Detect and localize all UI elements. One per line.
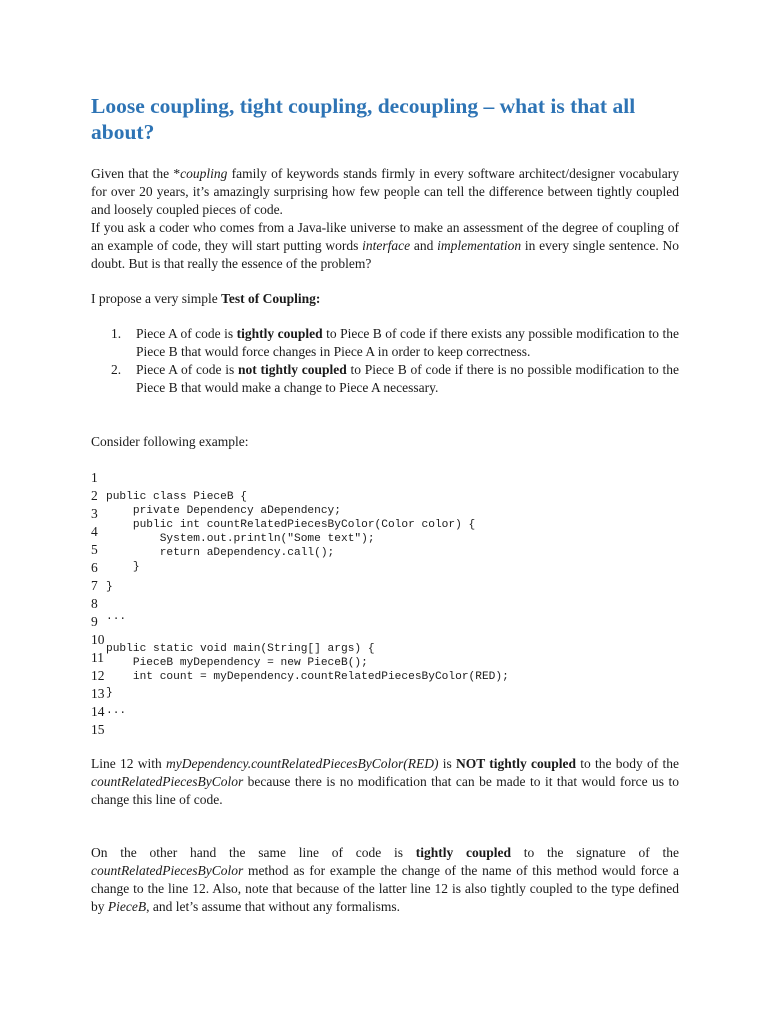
propose-text: I propose a very simple — [91, 291, 222, 306]
para4-text-2: to the signature of the — [511, 845, 679, 860]
page-title: Loose coupling, tight coupling, decoupling – what is that all about? — [91, 94, 636, 144]
line-number: 5 — [91, 542, 98, 557]
test-of-coupling-label: Test of Coupling: — [221, 291, 321, 306]
method-name-term: countRelatedPiecesByColor — [91, 774, 244, 789]
interface-term: interface — [362, 238, 411, 253]
code-line: ... — [106, 705, 127, 717]
intro-text: Given that the * — [91, 166, 181, 181]
code-line: int count = myDependency.countRelatedPiecesByColor(RED); — [106, 671, 509, 683]
intro2-text: If you ask a coder who comes from a Java-like universe to make an assessment of the degree of coupling of an example of code, they will start putting words — [91, 220, 679, 253]
type-name-term: PieceB — [107, 899, 147, 914]
intro-paragraph-1 — [91, 165, 679, 219]
and-text: and — [410, 238, 438, 253]
code-line: ... — [106, 611, 127, 623]
line-number: 10 — [91, 632, 105, 647]
code-line: } — [106, 581, 113, 593]
list-number: 2. — [111, 362, 122, 377]
line-number: 2 — [91, 488, 98, 503]
list-bold-term: tightly coupled — [236, 326, 323, 341]
code-line: PieceB myDependency = new PieceB(); — [106, 657, 368, 669]
para3-text-3: because there is no modification that can be made to it that would force us to change this line of code. — [91, 774, 679, 807]
para4-text-4: , and let’s assume that without any formalisms. — [146, 899, 400, 914]
method-call-term: myDependency.countRelatedPiecesByColor(RED) — [165, 756, 439, 771]
list-number: 1. — [111, 326, 122, 341]
not-tightly-coupled-label: NOT tightly coupled — [456, 756, 577, 771]
para3-is: is — [438, 756, 456, 771]
method-name-term: countRelatedPiecesByColor — [91, 863, 244, 878]
code-line: private Dependency aDependency; — [106, 505, 341, 517]
para3-text-2: to the body of the — [576, 756, 679, 771]
line-number: 1 — [91, 470, 98, 485]
para3-text: Line 12 with — [91, 756, 166, 771]
list-text-continued: to Piece B of code if there exists any possible modification to the Piece B that would force changes in Piece A in order to keep correctness. — [136, 326, 680, 359]
code-example — [91, 470, 651, 736]
code-line: public int countRelatedPiecesByColor(Color color) { — [106, 519, 476, 531]
tightly-coupled-label: tightly coupled — [415, 845, 511, 860]
code-line: } — [106, 561, 140, 573]
code-line: return aDependency.call(); — [106, 547, 335, 559]
coupling-definitions-list — [111, 325, 679, 397]
code-line: public static void main(String[] args) { — [106, 643, 375, 655]
list-text: Piece A of code is — [136, 362, 238, 377]
code-line: System.out.println("Some text"); — [106, 533, 375, 545]
list-text: Piece A of code is — [136, 326, 237, 341]
line-number: 4 — [91, 524, 98, 539]
propose-paragraph — [91, 290, 679, 308]
line-number: 7 — [91, 578, 98, 593]
intro-paragraph-2 — [91, 219, 679, 273]
line-number: 13 — [91, 686, 105, 701]
line-number: 9 — [91, 614, 98, 629]
line-number: 8 — [91, 596, 98, 611]
list-item — [111, 361, 679, 397]
code-line: public class PieceB { — [106, 491, 247, 503]
line-number: 3 — [91, 506, 98, 521]
line-number: 6 — [91, 560, 98, 575]
line-number: 14 — [91, 704, 105, 719]
line-number: 12 — [91, 668, 105, 683]
list-bold-term: not tightly coupled — [238, 362, 347, 377]
list-item — [111, 325, 679, 361]
coupling-term: coupling — [180, 166, 228, 181]
para4-text-3: method as for example the change of the name of this method would force a change to the line 12. Also, note that because of the latter line 12 is also tightly coupled to the type defined by — [91, 863, 679, 914]
other-hand-paragraph — [91, 844, 679, 916]
line-12-paragraph — [91, 755, 679, 809]
implementation-term: implementation — [437, 238, 522, 253]
code-line: } — [106, 687, 113, 699]
para4-text: On the other hand the same line of code is — [91, 845, 416, 860]
intro2-text-continued: in every single sentence. No doubt. But is that really the essence of the problem? — [91, 238, 680, 271]
intro-text-continued: family of keywords stands firmly in every software architect/designer vocabulary for over 20 years, it’s amazingly surprising how few people can tell the difference between tightly coupled and loosely coupled pieces of code. — [91, 166, 679, 217]
line-number: 11 — [91, 650, 104, 665]
consider-paragraph: Consider following example: — [91, 434, 249, 449]
line-number: 15 — [91, 722, 105, 737]
list-text-continued: to Piece B of code if there is no possible modification to the Piece B that would make a change to Piece A necessary. — [136, 362, 679, 395]
